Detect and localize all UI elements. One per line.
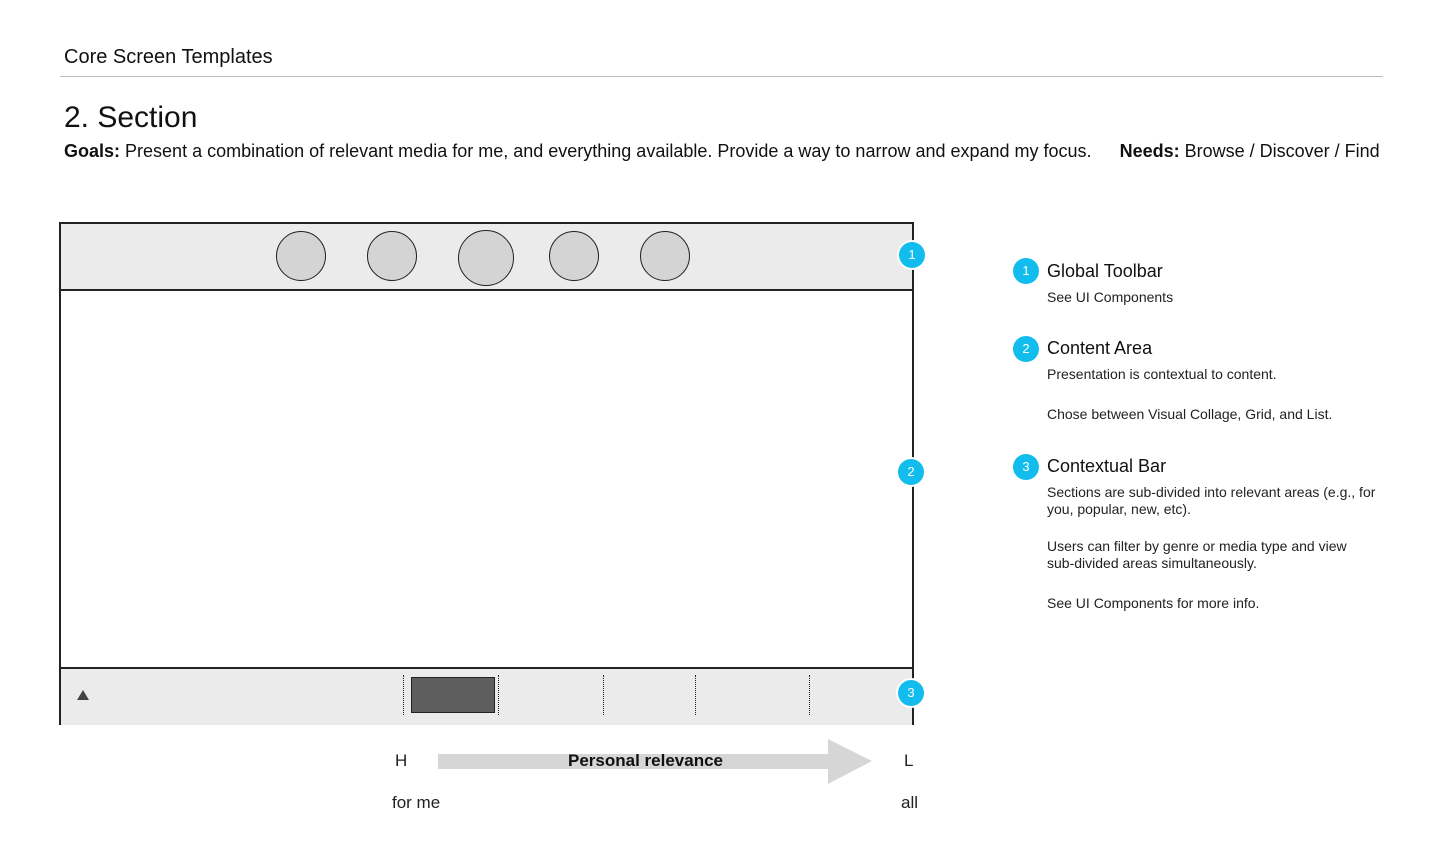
segment-divider (695, 675, 696, 715)
toolbar-button-3[interactable] (458, 230, 514, 286)
toolbar-button-4[interactable] (549, 231, 599, 281)
legend-text: Users can filter by genre or media type and view sub-divided areas simultaneously. (1047, 538, 1347, 571)
page-header-title: Core Screen Templates (64, 46, 273, 68)
content-area (61, 291, 912, 667)
relevance-axis-label: Personal relevance (568, 751, 723, 770)
needs-label: Needs: (1119, 141, 1180, 161)
segment-divider (809, 675, 810, 715)
legend-marker-3: 3 (1013, 454, 1039, 480)
relevance-high-label: H (395, 751, 408, 770)
toolbar-button-2[interactable] (367, 231, 417, 281)
legend-text: Presentation is contextual to content. (1047, 366, 1277, 382)
segment-divider (498, 675, 499, 715)
legend-title-global-toolbar: Global Toolbar (1047, 261, 1163, 281)
legend-title-content-area: Content Area (1047, 338, 1153, 358)
relevance-high-sublabel: for me (392, 793, 441, 812)
marker-2: 2 (898, 459, 924, 485)
marker-3: 3 (898, 680, 924, 706)
selected-segment[interactable] (411, 677, 495, 713)
goals-text: Present a combination of relevant media for me, and everything available. Provide a way to narrow and expand my focus. (125, 141, 1092, 161)
global-toolbar (61, 224, 912, 291)
relevance-low-label: L (904, 751, 914, 770)
contextual-bar (61, 667, 912, 725)
legend-text: See UI Components for more info. (1047, 595, 1260, 611)
legend-text: Chose between Visual Collage, Grid, and List. (1047, 406, 1333, 422)
goals-needs-line (64, 141, 1380, 162)
legend-title-contextual-bar: Contextual Bar (1047, 456, 1167, 476)
goals-label: Goals: (64, 141, 121, 161)
marker-1: 1 (899, 242, 925, 268)
header-divider (60, 76, 1383, 77)
needs-text: Browse / Discover / Find (1184, 141, 1380, 161)
legend-marker-2: 2 (1013, 336, 1039, 362)
segment-divider (403, 675, 404, 715)
expand-up-icon[interactable] (77, 690, 89, 700)
legend-marker-1: 1 (1013, 258, 1039, 284)
legend-text: Sections are sub-divided into relevant areas (e.g., for you, popular, new, etc). (1047, 484, 1376, 517)
screen-wireframe (59, 222, 914, 725)
legend-text: See UI Components (1047, 289, 1174, 305)
toolbar-button-5[interactable] (640, 231, 690, 281)
segment-divider (603, 675, 604, 715)
relevance-low-sublabel: all (901, 793, 919, 812)
toolbar-button-1[interactable] (276, 231, 326, 281)
section-title: 2. Section (64, 101, 198, 134)
